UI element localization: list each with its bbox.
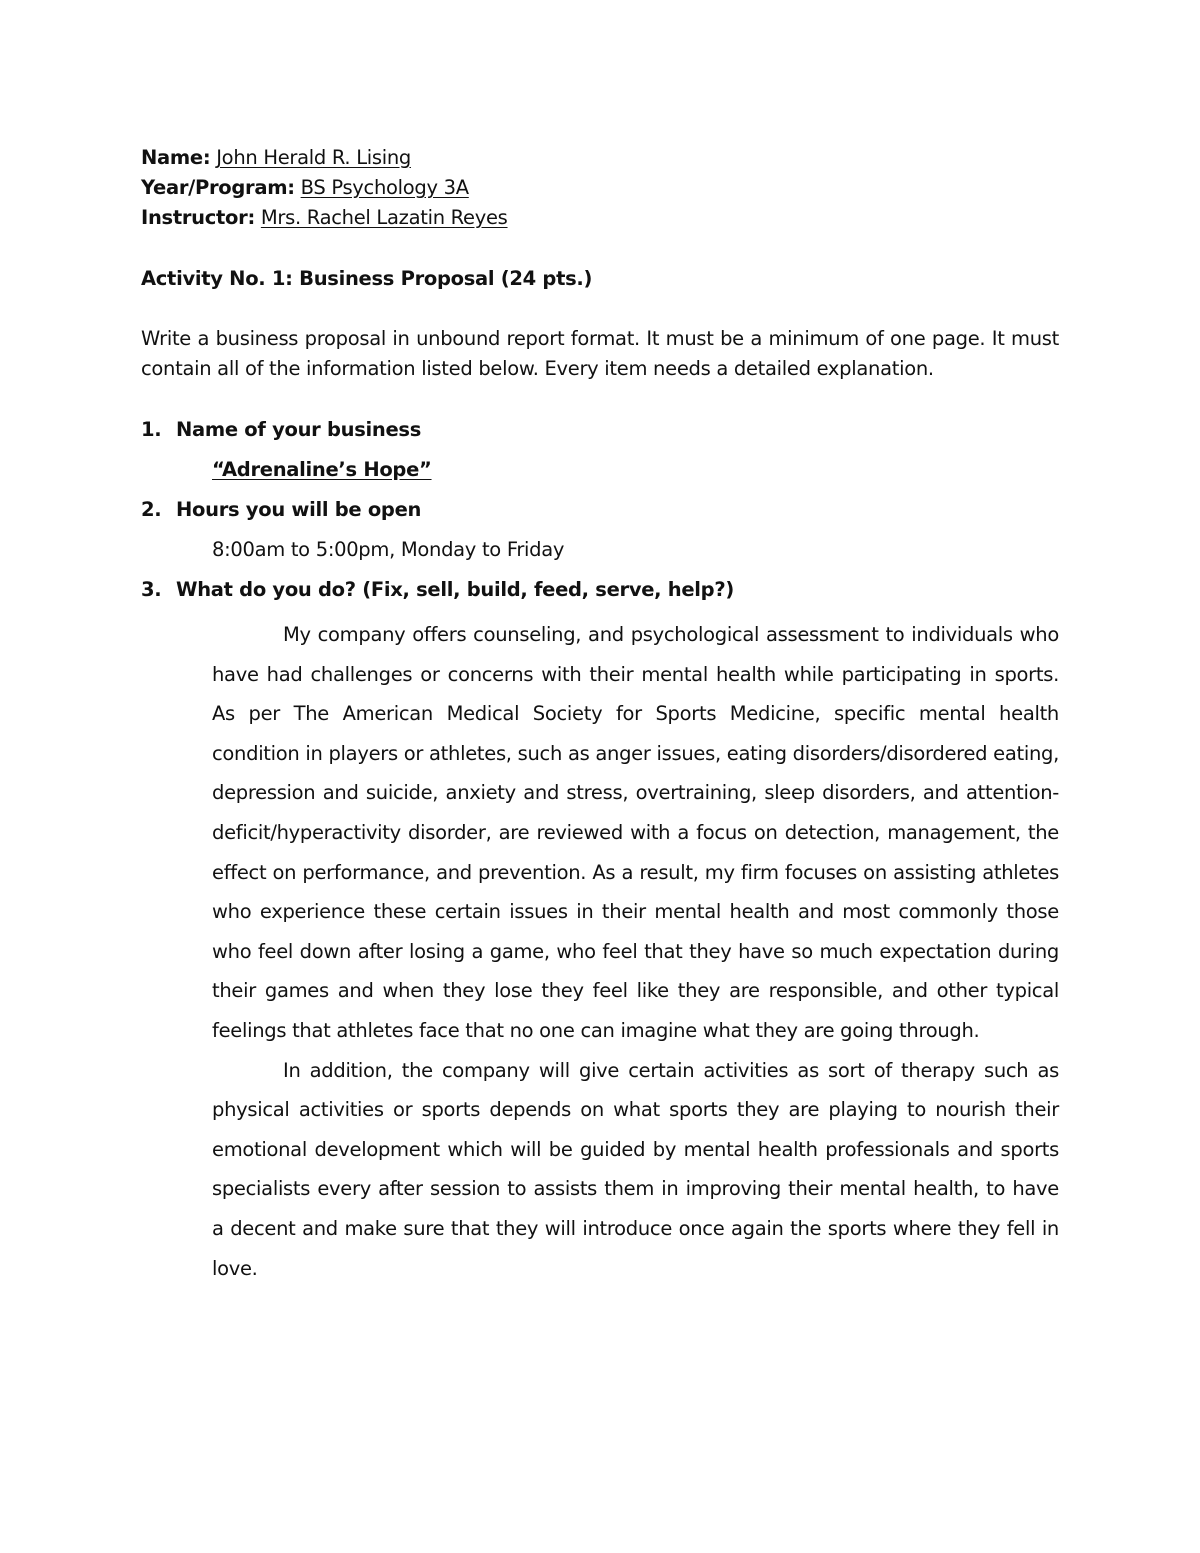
name-line	[141, 143, 1059, 173]
document-content	[141, 143, 1059, 1288]
program-label: Year/Program:	[141, 176, 295, 199]
list-item-3-question	[141, 575, 1059, 605]
services-paragraph-2: In addition, the company will give certain activities as sort of therapy such as physical activities or sports depends on what sports they are playing to nourish their emotional development which will be guided by mental health professionals and sports specialists every after session to assists them in improving their mental health, to have a decent and make sure that they will introduce once again the sports where they fell in love.	[212, 1058, 1059, 1280]
program-line	[141, 173, 1059, 203]
hours-answer: 8:00am to 5:00pm, Monday to Friday	[212, 538, 565, 561]
item-number: 3.	[141, 578, 162, 601]
item-question: Hours you will be open	[176, 498, 422, 521]
services-answer	[212, 615, 1059, 1288]
activity-title: Activity No. 1: Business Proposal (24 pts.)	[141, 267, 593, 290]
activity-instructions: Write a business proposal in unbound report format. It must be a minimum of one page. It must contain all of the information listed below. Every item needs a detailed explanation.	[141, 327, 1059, 380]
name-value: John Herald R. Lising	[216, 146, 411, 169]
item-question: Name of your business	[176, 418, 422, 441]
item-question: What do you do? (Fix, sell, build, feed, serve, help?)	[176, 578, 734, 601]
item-number: 1.	[141, 418, 162, 441]
program-value: BS Psychology 3A	[300, 176, 469, 199]
list-item-1-question	[141, 415, 1059, 445]
numbered-list	[141, 415, 1059, 1288]
item-number: 2.	[141, 498, 162, 521]
services-paragraph-1: My company offers counseling, and psychological assessment to individuals who have had challenges or concerns with their mental health while participating in sports. As per The American Medical Society for Sports Medicine, specific mental health condition in players or athletes, such as anger issues, eating disorders/disordered eating, depression and suicide, anxiety and stress, overtraining, sleep disorders, and attention-deficit/hyperactivity disorder, are reviewed with a focus on detection, management, the effect on performance, and prevention. As a result, my firm focuses on assisting athletes who experience these certain issues in their mental health and most commonly those who feel down after losing a game, who feel that they have so much expectation during their games and when they lose they feel like they are responsible, and other typical feelings that athletes face that no one can imagine what they are going through.	[212, 623, 1059, 1042]
business-name-value: “Adrenaline’s Hope”	[212, 458, 432, 481]
instructor-line	[141, 203, 1059, 233]
list-item-2-question	[141, 495, 1059, 525]
instructor-label: Instructor:	[141, 206, 255, 229]
business-name-answer	[212, 455, 1059, 485]
instructor-value: Mrs. Rachel Lazatin Reyes	[260, 206, 508, 229]
name-label: Name:	[141, 146, 211, 169]
